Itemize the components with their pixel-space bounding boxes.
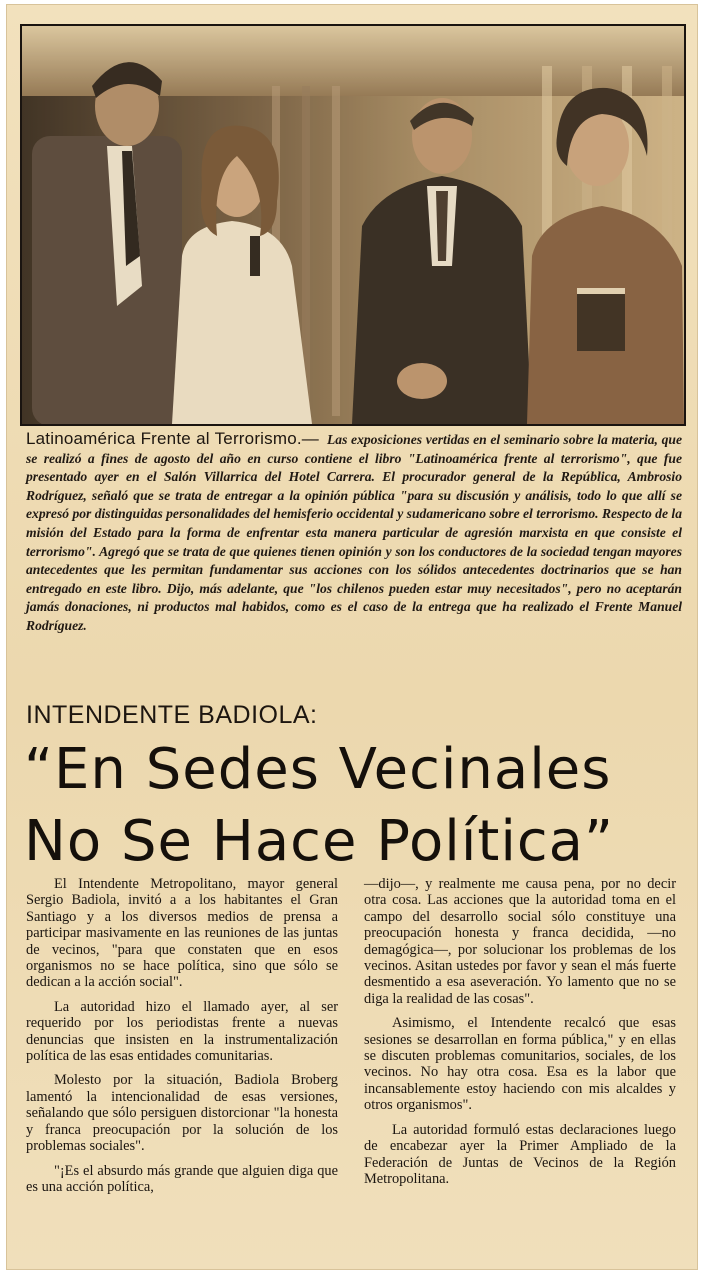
paragraph: La autoridad hizo el llamado ayer, al ser requerido por los periodistas frente a nuevas denuncias que insisten en la instrumentalización política de las esas entidades comunitarias.: [26, 998, 338, 1065]
photo-illustration: [22, 26, 684, 424]
article-column-right: [364, 876, 676, 1195]
paragraph: El Intendente Metropolitano, mayor general Sergio Badiola, invitó a a los habitantes el Gran Santiago y a los diversos medios de prensa a participar masivamente en las reuniones de las juntas de vecinos, "para que constaten que en esos organismos no se hace política, sino que sólo se dedican a la acción social".: [26, 876, 338, 991]
paragraph: Asimismo, el Intendente recalcó que esas sesiones se desarrollan en forma pública," y en ellas se discuten problemas comunitarios, sociales, de los vecinos. No hay otra cosa. Esa es la labor que incansablemente estoy haciendo con mis alcaldes y otros organismos".: [364, 1015, 676, 1114]
headline-line-1: “En Sedes Vecinales: [24, 737, 612, 802]
group-photo: [20, 24, 686, 426]
newspaper-clipping: [6, 4, 698, 1270]
article-column-left: [26, 876, 338, 1203]
photo-caption: [26, 430, 682, 636]
caption-title: Latinoamérica Frente al Terrorismo.—: [26, 429, 319, 448]
paragraph: Molesto por la situación, Badiola Broberg lamentó la intencionalidad de esas versiones, señalando que sólo persiguen distorcionar "la honesta y franca preocupación por la solución de los problemas sociales".: [26, 1072, 338, 1155]
paragraph: La autoridad formuló estas declaraciones luego de encabezar ayer la Primer Ampliado de la Federación de Juntas de Vecinos de la Región Metropolitana.: [364, 1121, 676, 1187]
paragraph: —dijo—, y realmente me causa pena, por no decir otra cosa. Las acciones que la autoridad toma en el campo del desarrollo social sólo constituye una preocupación honesta y franca decidida, —no demagógica—, por solucionar los problemas de los vecinos. Asitan ustedes por favor y sean el más fuerte desmentido a esa aseveración. Yo lamento que no se diga la realidad de las cosas".: [364, 876, 676, 1007]
article-headline: [24, 734, 684, 878]
paragraph: "¡Es el absurdo más grande que alguien diga que es una acción política,: [26, 1162, 338, 1195]
caption-text: Las exposiciones vertidas en el seminario sobre la materia, que se realizó a fines de agosto del año en curso contiene el libro "Latinoamérica frente al terrorismo", que fue presentado ayer en el Salón Villarrica del Hotel Carrera. El procurador general de la República, Ambrosio Rodríguez, señaló que se trata de entregar a la opinión pública "para su discusión y análisis, todo lo que allí se expresó por distinguidas personalidades del hemisferio occidental y sudamericano sobre el terrorismo. Respecto de la misión del Estado para la forma de enfrentar esta manera particular de agresión marxista en que consiste el terrorismo". Agregó que se trata de que quienes tienen opinión y son los conductores de la sociedad tengan mayores antecedentes que les permitan fundamentar sus acciones con los sólidos antecedentes doctrinarios que se han entregado en este libro. Dijo, más adelante, que "los chilenos pueden estar muy necesitados", pero no aceptarán jamás donaciones, ni productos mal habidos, como es el caso de la entrega que ha realizado el Frente Manuel Rodríguez.: [26, 432, 682, 633]
article-kicker: INTENDENTE BADIOLA:: [26, 701, 318, 729]
headline-line-2: No Se Hace Política”: [24, 809, 615, 874]
